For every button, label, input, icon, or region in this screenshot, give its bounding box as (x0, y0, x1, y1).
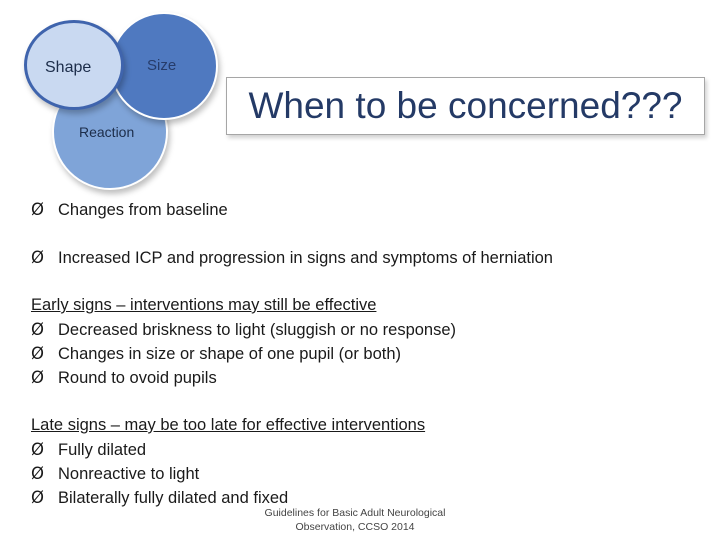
bullet-item (31, 320, 456, 340)
bullet-text: Bilaterally fully dilated and fixed (58, 489, 289, 507)
title-box (226, 77, 705, 135)
footer-line: Guidelines for Basic Adult Neurological (264, 507, 446, 519)
bullet-text: Nonreactive to light (58, 465, 200, 483)
arrow-bullet-icon: Ø (31, 488, 44, 507)
size-label: Size (147, 57, 177, 74)
bullet-item (31, 488, 288, 508)
bullet-item (31, 200, 228, 220)
bullet-item (31, 344, 401, 364)
bullet-text: Fully dilated (58, 441, 147, 459)
late-signs-heading: Late signs – may be too late for effective interventions (31, 416, 426, 434)
arrow-bullet-icon: Ø (31, 440, 44, 459)
bullet-item (31, 440, 146, 460)
bullet-item (31, 248, 553, 268)
bullet-item (31, 464, 199, 484)
arrow-bullet-icon: Ø (31, 464, 44, 483)
bullet-text: Changes in size or shape of one pupil (or both) (58, 345, 402, 363)
early-signs-heading: Early signs – interventions may still be effective (31, 296, 377, 314)
bullet-text: Decreased briskness to light (sluggish or no response) (58, 321, 457, 339)
arrow-bullet-icon: Ø (31, 248, 44, 267)
bullet-text: Changes from baseline (58, 201, 228, 219)
bullet-text: Round to ovoid pupils (58, 369, 217, 387)
arrow-bullet-icon: Ø (31, 368, 44, 387)
footer-citation (250, 506, 460, 534)
shape-label: Shape (45, 59, 92, 76)
footer-line: Observation, CCSO 2014 (295, 521, 415, 533)
bullet-item (31, 368, 217, 388)
arrow-bullet-icon: Ø (31, 344, 44, 363)
slide-title: When to be concerned??? (248, 85, 683, 126)
reaction-label: Reaction (79, 124, 135, 140)
arrow-bullet-icon: Ø (31, 320, 44, 339)
bullet-text: Increased ICP and progression in signs and symptoms of herniation (58, 249, 553, 267)
arrow-bullet-icon: Ø (31, 200, 44, 219)
